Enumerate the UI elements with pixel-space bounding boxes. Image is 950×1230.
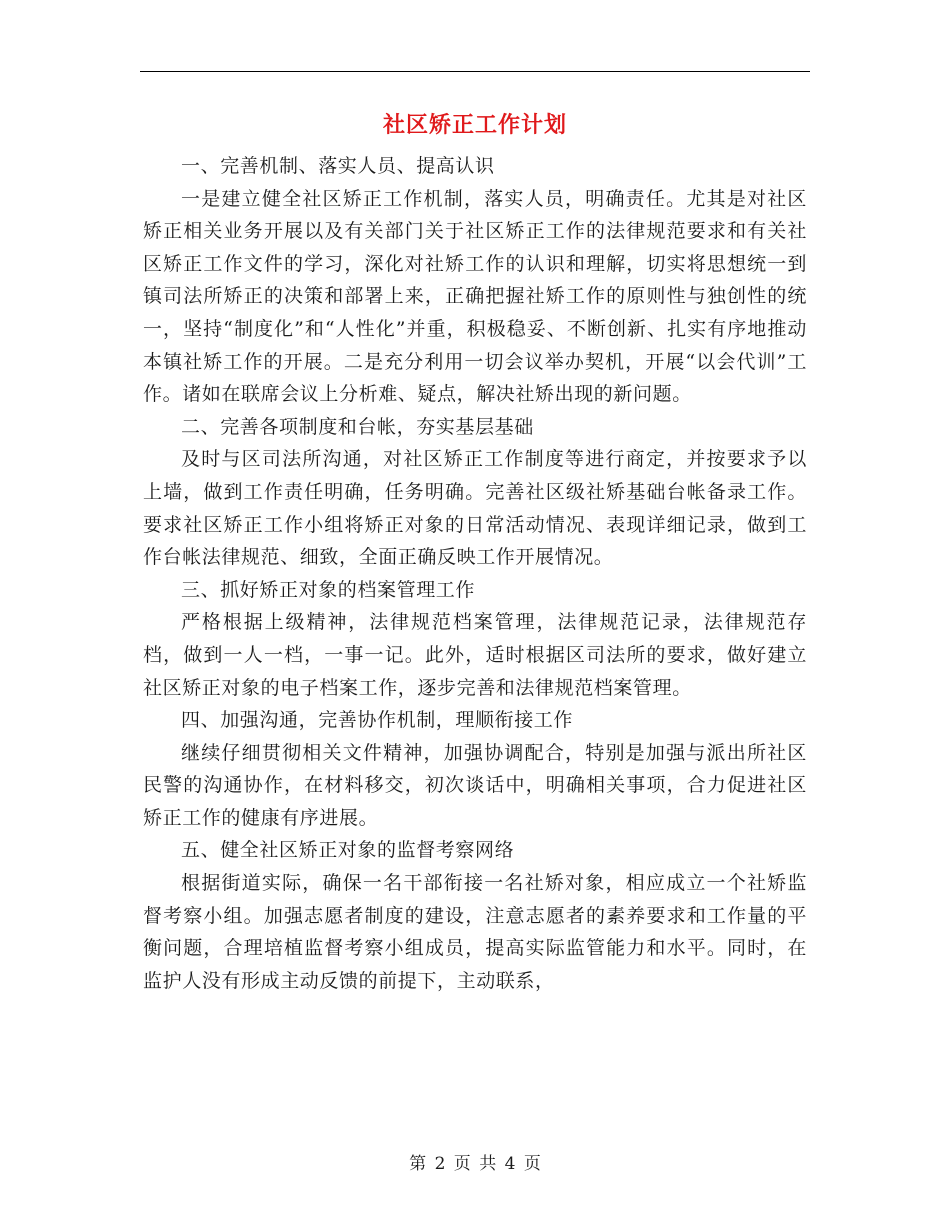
section-paragraph-1: 一是建立健全社区矫正工作机制，落实人员，明确责任。尤其是对社区矫正相关业务开展以及有关部门关于社区矫正工作的法律规范要求和有关社区矫正工作文件的学习，深化对社矫工作的认识和理解，切实将思想统一到镇司法所矫正的决策和部署上来，正确把握社矫工作的原则性与独创性的统一，坚持“制度化”和“人性化”并重，积极稳妥、不断创新、扎实有序地推动本镇社矫工作的开展。二是充分利用一切会议举办契机，开展“以会代训”工作。诸如在联席会议上分析难、疑点，解决社矫出现的新问题。 — [143, 187, 807, 406]
section-heading-5: 五、健全社区矫正对象的监督考察网络 — [181, 839, 515, 862]
section-paragraph-2: 及时与区司法所沟通，对社区矫正工作制度等进行商定，并按要求予以上墙，做到工作责任明确，任务明确。完善社区级社矫基础台帐备录工作。要求社区矫正工作小组将矫正对象的日常活动情况、表现详细记录，做到工作台帐法律规范、细致，全面正确反映工作开展情况。 — [143, 448, 807, 569]
document-title: 社区矫正工作计划 — [382, 112, 567, 138]
section-heading-4: 四、加强沟通，完善协作机制，理顺衔接工作 — [181, 709, 574, 732]
section-paragraph-4: 继续仔细贯彻相关文件精神，加强协调配合，特别是加强与派出所社区民警的沟通协作，在材料移交，初次谈话中，明确相关事项，合力促进社区矫正工作的健康有序进展。 — [143, 741, 807, 829]
section-paragraph-3: 严格根据上级精神，法律规范档案管理，法律规范记录，法律规范存档，做到一人一档，一事一记。此外，适时根据区司法所的要求，做好建立社区矫正对象的电子档案工作，逐步完善和法律规范档案管理。 — [143, 611, 807, 699]
section-heading-2: 二、完善各项制度和台帐，夯实基层基础 — [181, 415, 534, 438]
document-body — [143, 150, 807, 997]
section-heading-3: 三、抓好矫正对象的档案管理工作 — [181, 578, 476, 601]
header-rule — [140, 71, 810, 72]
section-heading-1: 一、完善机制、落实人员、提高认识 — [181, 155, 495, 177]
page-number-footer: 第 2 页 共 4 页 — [409, 1154, 541, 1174]
section-paragraph-5: 根据街道实际，确保一名干部衔接一名社矫对象，相应成立一个社矫监督考察小组。加强志愿者制度的建设，注意志愿者的素养要求和工作量的平衡问题，合理培植监督考察小组成员，提高实际监管能力和水平。同时，在监护人没有形成主动反馈的前提下，主动联系， — [143, 872, 807, 992]
